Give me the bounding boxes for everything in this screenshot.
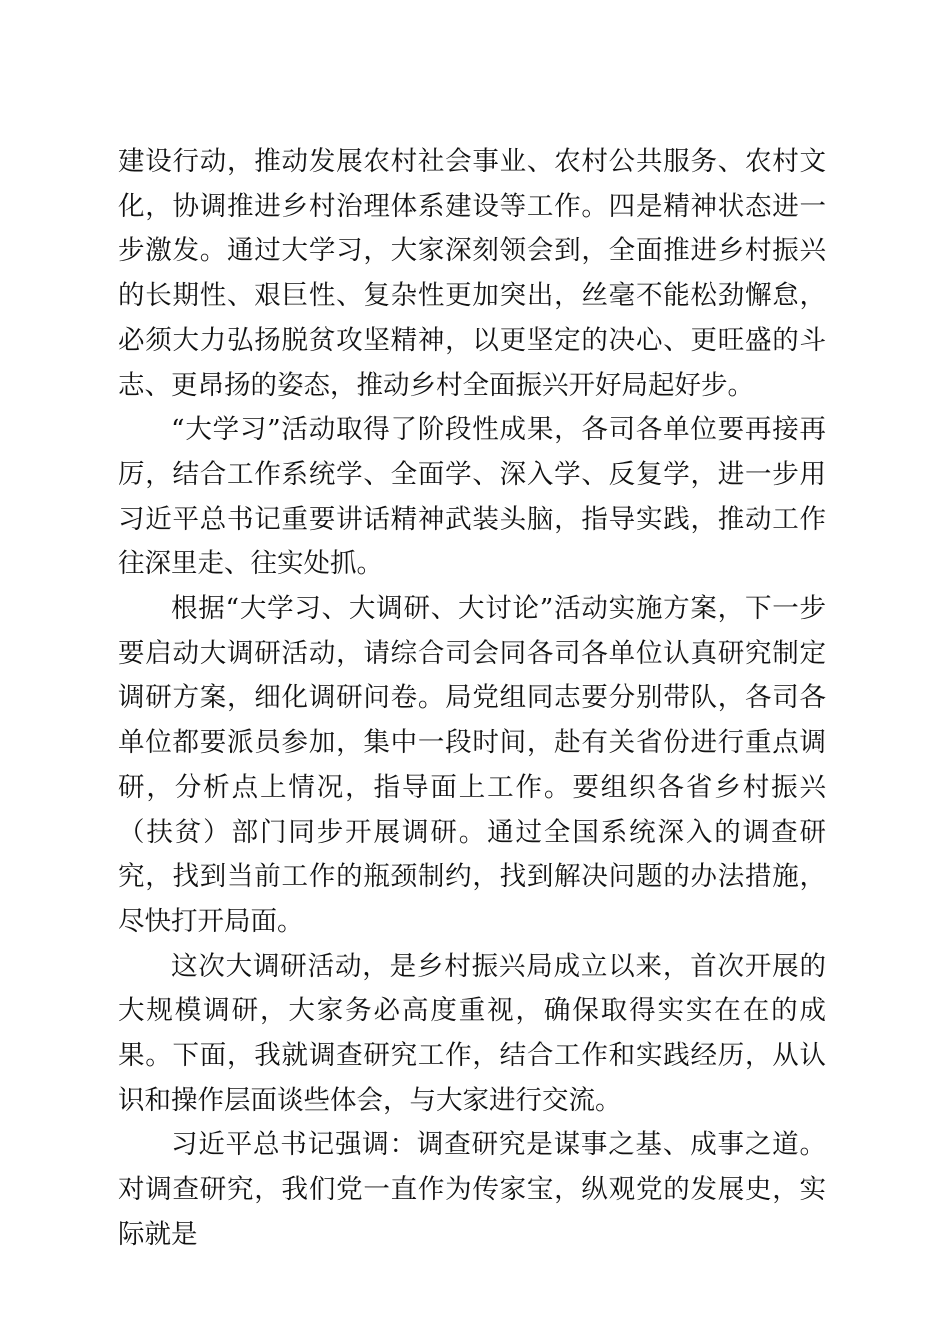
paragraph-continued: 建设行动，推动发展农村社会事业、农村公共服务、农村文化，协调推进乡村治理体系建设等工作。四是精神状态进一步激发。通过大学习，大家深刻领会到，全面推进乡村振兴的长期性、艰巨性、复杂性更加突出，丝毫不能松劲懈怠，必须大力弘扬脱贫攻坚精神，以更坚定的决心、更旺盛的斗志、更昂扬的姿态，推动乡村全面振兴开好局起好步。 <box>118 146 826 401</box>
paragraph: 根据“大学习、大调研、大讨论”活动实施方案，下一步要启动大调研活动，请综合司会同各司各单位认真研究制定调研方案，细化调研问卷。局党组同志要分别带队，各司各单位都要派员参加，集中一段时间，赴有关省份进行重点调研，分析点上情况，指导面上工作。要组织各省乡村振兴（扶贫）部门同步开展调研。通过全国系统深入的调查研究，找到当前工作的瓶颈制约，找到解决问题的办法措施，尽快打开局面。 <box>118 593 826 937</box>
document-body <box>118 140 826 1258</box>
paragraph: 习近平总书记强调：调查研究是谋事之基、成事之道。对调查研究，我们党一直作为传家宝，纵观党的发展史，实际就是 <box>118 1129 826 1250</box>
paragraph: 这次大调研活动，是乡村振兴局成立以来，首次开展的大规模调研，大家务必高度重视，确保取得实实在在的成果。下面，我就调查研究工作，结合工作和实践经历，从认识和操作层面谈些体会，与大家进行交流。 <box>118 950 826 1116</box>
paragraph: “大学习”活动取得了阶段性成果，各司各单位要再接再厉，结合工作系统学、全面学、深入学、反复学，进一步用习近平总书记重要讲话精神武装头脑，指导实践，推动工作往深里走、往实处抓。 <box>118 414 826 580</box>
